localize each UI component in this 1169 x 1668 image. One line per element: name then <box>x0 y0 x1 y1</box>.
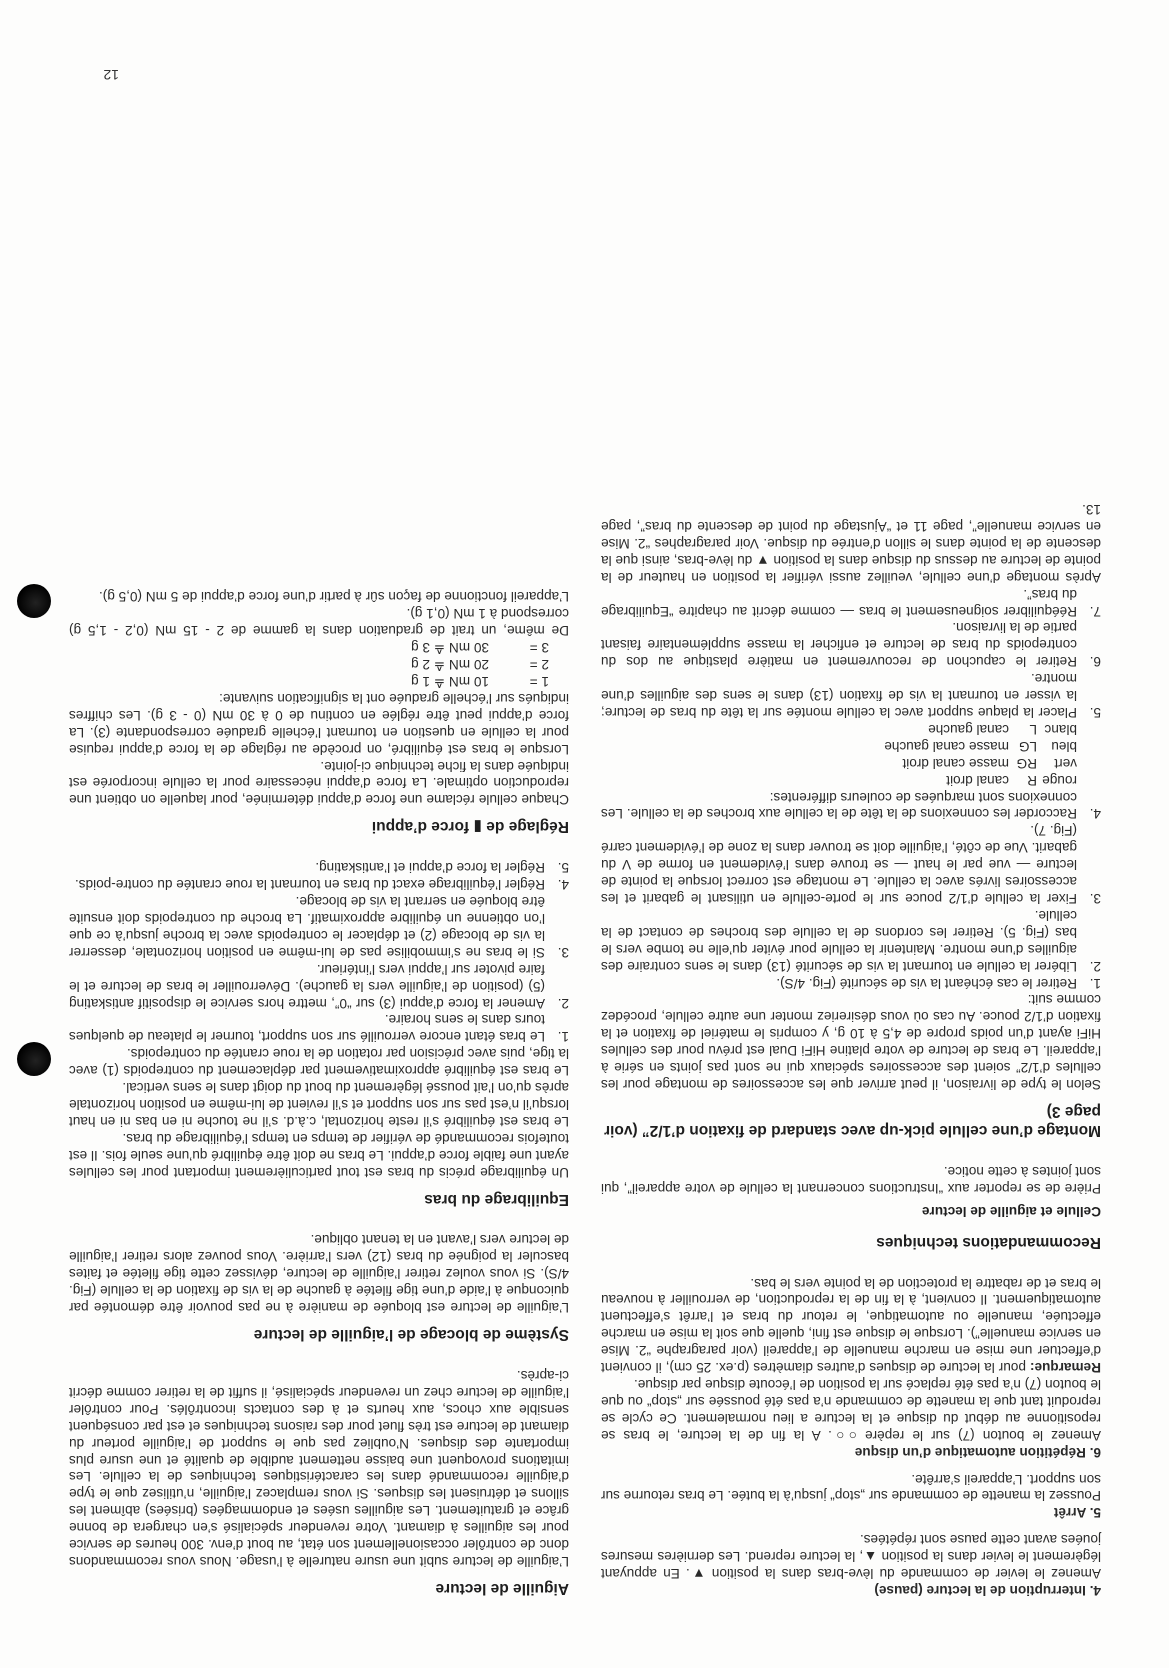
table-row: 3 = 30 mN ≙ 3 g <box>411 640 549 656</box>
force-text-1: Chaque cellule réclame une force d’appui déterminée, pour laquelle on obtient une reproduction optimale. La force d’appui nécessaire pour la cellule incorporée est indiquée dans la fiche technique ci-jointe. <box>69 758 569 808</box>
list-item: 2. Amener la force d’appui (3) sur “0”, mettre hors service le dispositif antiskating (5) (position de l’aiguille vers la gauche). Déverrouiller le bras de lecture et le faire pivoter sur l’appui vers l’intérieur. <box>69 961 569 1011</box>
list-item: 4. Régler l’équilibrage exact du bras en tournant la roue crantée du contre-poids. <box>74 877 569 893</box>
stop-title: 5. Arrêt <box>1053 1505 1101 1521</box>
force-scale-table <box>69 638 569 689</box>
force-title: Réglage de ▮ force d’appui <box>371 818 569 836</box>
interrupt-section <box>601 1530 1101 1598</box>
right-column <box>69 588 569 1598</box>
remark-paragraph <box>601 1274 1101 1375</box>
list-item: 3. Si le bras ne s’immobilise pas de lui-même en position horizontale, desserrer la vis de blocage (2) et déplacer le contrepoids avec la broche jusqu’à ce que l’on obtienne un équilibre approximatif. La broche du contrepoids doit ensuite être bloquée en serrant la vis de blocage. <box>69 894 569 960</box>
repeat-title: 6. Répétition automatique d’un disque <box>854 1444 1101 1460</box>
remark-label: Remarque: <box>1029 1360 1101 1376</box>
cell-text: Prière de se reporter aux “Instructions concernant la cellule de votre appareil”, qui sont jointes à cette notice. <box>601 1163 1101 1196</box>
cell-title: Cellule et aiguille de lecture <box>921 1203 1101 1219</box>
punch-hole-icon <box>17 584 51 618</box>
list-item: 5. Régler la force d’appui et l’antiskating. <box>315 860 569 876</box>
balance-text-1: Un équilibrage précis du bras est tout particulièrement important pour les cellules ayant une faible force d’appui. Le bras ne doit être équilibré qu’une seule fois. Il est toutefois recommandé de vérifier de temps en temps l’équilibrage du bras. <box>69 1130 569 1180</box>
punch-hole-icon <box>17 1042 51 1076</box>
interrupt-title: 4. Interruption de la lecture (pause) <box>874 1583 1101 1598</box>
mount-title: Montage d’une cellule pick-up avec standard de fixation d’1/2” (voir page 3) <box>604 1102 1101 1139</box>
needle-text: L’aiguille de lecture subit une usure naturelle à l’usage. Nous vous recommandons donc de contrôler occasionellement son état, au bout d’env. 300 heures de service pour les aiguilles à diamant. Votre revendeur spécialisé s’en chargera de bonne grâce et gratuitement. Les aiguilles usées et endommagées (brisées) abîment les sillons et détruisent les disques. Si vous remplacez l’aiguille, n’utilisez que le type d’aiguille recommandé dans les caractéristiques techniques de la cellule. Les imitations provoquent une baisse nettement audible de qualité et une usure plus importante des disques. N’oubliez pas que le support de l’aiguille porteur du diamant de lecture est très fluet pour des raisons techniques et est par conséquent sensible aux chocs, aux heurts et à des contacts incontrôlés. Pour contrôler l’aiguille de lecture chez un revendeur spécialisé, il suffit de la retirer comme décrit ci-après. <box>69 1368 569 1569</box>
force-text-4: L’appareil fonctionne de façon sûr à partir d’une force d’appui de 5 mN (0,5 g). <box>98 589 569 605</box>
table-row: vert RG masse canal droit <box>902 755 1077 771</box>
reco-title: Recommandations techniques <box>876 1233 1101 1251</box>
wire-colors-table <box>601 720 1101 788</box>
balance-title: Equilibrage du bras <box>424 1190 569 1208</box>
list-item: 3. Fixer la cellule d’1/2 pouce sur le porte-cellule en utilisant le gabarit et les accessoires livrés avec la cellule. Le montage est correct lorsque la pointe de lecture — vue par le haut — se trouve dans l’évidement en forme de V du gabarit. Vue de côté, l’aiguille doit se trouver dans la zone de l’évidement carré (Fig. 7). <box>601 823 1101 906</box>
table-row: 1 = 10 mN ≙ 1 g <box>411 674 549 690</box>
list-item: 1. Retirer le cas échéant la vis de sécurité (Fig. 4/S). <box>776 975 1101 991</box>
balance-text-2: Le bras est équilibré s’il reste horizontal, c.à.d. s’il ne touche ni en bas ni en haut lorsqu’il n’est pas sur son support et s’il revient de lui-même en position horizontale après qu’on l’ait poussé légèrement du bout du doigt dans le sens vertical. <box>69 1080 569 1129</box>
force-text-2: Lorsque le bras est équilibré, on procède au réglage de la force d’appui requise pour la cellule en question en tournant l’échelle graduée correspondante (3). La force d’appui peut être réglée en continu de 0 à 30 mN (0 - 3 g). Les chiffres indiqués sur l’échelle graduée ont la signification suivante: <box>69 690 569 757</box>
list-item: 5. Placer la plaque support avec la cellule montée sur la tête du bras de lecture; la visser en tournant la vis de fixation (13) dans le sens des aiguilles d’une montre. <box>601 671 1101 721</box>
table-row: 2 = 20 mN ≙ 2 g <box>411 657 549 673</box>
list-item: 2. Libérer la cellule en tournant la vis de sécurité (13) dans le sens contraire des aiguilles d’une montre. Maintenir la cellule pour éviter qu’elle ne tombe vers le bas (Fig. 5). Retirer les cordons de la cellule des broches de contact de la cellule. <box>601 907 1101 974</box>
stop-section <box>601 1470 1101 1521</box>
list-item: 7. Rééquilibrer soigneusement le bras — comme décrit au chapitre “Equilibrage du bras”. <box>601 586 1101 619</box>
mount-text: Selon le type de livraison, il peut arriver que les accessoires de montage pour les cellules d’1/2” soient des accessoires spéciaux qui ne sont pas joints en série à l’appareil. Le bras de lecture de votre platine HiFi Dual est prévu pour des cellules HiFi ayant d’un poids propre de 4,5 à 10 g, y compris le matériel de fixation et la fixation d’1/2 pouce. Au cas où vous désireriez monter une autre cellule, procédez comme suit: <box>601 992 1101 1092</box>
left-column <box>601 500 1101 1598</box>
table-row: rouge R canal droit <box>946 772 1077 788</box>
repeat-section <box>601 1375 1101 1460</box>
needle-title: Aiguille de lecture <box>435 1580 569 1597</box>
list-item: 6. Retirer le capuchon de recouvrement en matière plastique au dos du contrepoids du bras de lecture et enficher la masse supplémentaire faisant partie de la livraison. <box>601 620 1101 670</box>
force-text-3: De même, un trait de graduation dans la gamme de 2 - 15 mN (0,2 - 1,5 g) correspond à 1 mN (0,1 g). <box>69 606 569 639</box>
interrupt-text: Amenez le levier de commande du lève-bras dans la position ▼. En appuyant légèrement le levier dans la position ▲, la lecture reprend. Les dernières mesures jouées avant cette pause sont répétées. <box>601 1532 1101 1582</box>
list-item: 4. Raccorder les connexions de la tête de la cellule aux broches de la cellule. Les connexions sont marquées de couleurs différentes: <box>601 789 1101 822</box>
table-row: blanc L canal gauche <box>928 721 1077 737</box>
lock-text: L’aiguille de lecture est bloquée de manière à ne pas pouvoir être démontée par quiconque à l’aide d’une tige filetée à gauche de la vis de fixation de la cellule (Fig. 4/S). Si vous voulez retirer l’aiguille de lecture, dévissez cette tige filetée et faites basculer la poignée du bras (12) vers l’arrière. Vous pouvez alors retirer l’aiguille de lecture vers l’avant en la tenant oblique. <box>69 1232 569 1316</box>
page-number: 12 <box>103 67 119 83</box>
lock-title: Système de blocage de l’aiguille de lecture <box>253 1326 569 1344</box>
repeat-text: Amenez le bouton (7) sur le repère ○○. A la fin de la lecture, le bras se repositionne au début du disque et la lecture a lieu normalement. Ce cycle se reproduit tant que la manette de commande n’a pas été poussée sur „stop“ ou que le bouton (7) n’a pas été replacé sur la position de l’écoute disque par disque. <box>601 1377 1101 1443</box>
table-row: bleu LG masse canal gauche <box>884 738 1077 754</box>
balance-text-3: Le bras est équilibré approximativement par déplacement du contrepoids (1) avec la tige, puis avec précision par rotation de la roue crantée du contrepoids. <box>69 1046 569 1079</box>
list-item: 1. Le bras étant encore verrouillé sur son support, tourner le plateau de quelques tours dans le sens horaire. <box>69 1012 569 1045</box>
stop-text: Poussez la manette de commande sur „stop“ jusqu’à la butée. Le bras retourne sur son support. L’appareil s’arrête. <box>601 1471 1101 1504</box>
after-text: Après montage d’une cellule, veuillez aussi vérifier la position en hauteur de la pointe de lecture au dessus du disque dans la position ▼ du lève-bras, ainsi que la descente de la pointe dans le sillon d’entrée du disque. Voir paragraphes “2. Mise en service manuelle”, page 11 et “Ajustage du point de descente du bras”, page 13. <box>601 502 1101 585</box>
remark-text: pour la lecture de disques d’autres diamètres (p.ex. 25 cm), il convient d’effectuer une mise en marche manuelle de l’appareil (voir paragraphe “2. Mise en service manuelle”). Lorsque le disque est fini, quelle que soit la mise en marche effectuée, manuelle ou automatique, le retour du bras et l’arrêt s’effectuent automatiquement. Il convient, à la fin de la reproduction, de verrouiller à nouveau le bras et de rabattre la protection de la pointe vers le bas. <box>601 1275 1101 1376</box>
